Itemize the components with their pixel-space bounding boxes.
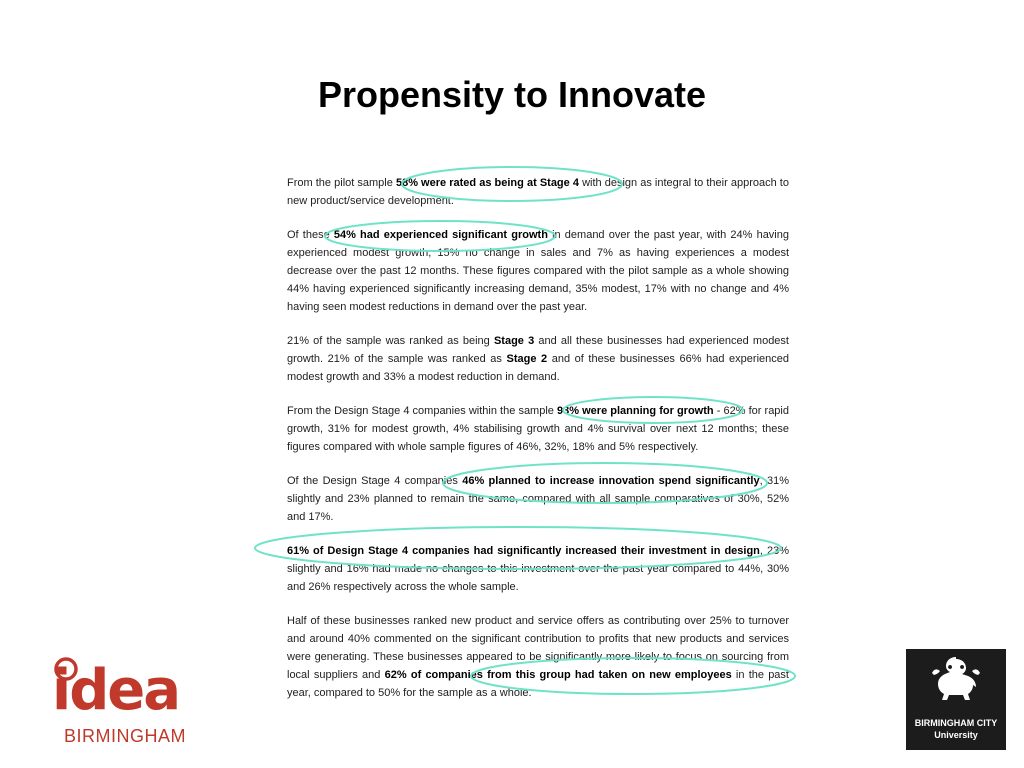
paragraph-1	[287, 174, 789, 210]
highlighted-statistic: 46% planned to increase innovation spend significantly	[462, 475, 760, 487]
bold-term: Stage 2	[506, 353, 548, 365]
lion-crest-icon	[928, 657, 984, 709]
idea-wordmark: idea	[52, 658, 180, 723]
slide-title: Propensity to Innovate	[317, 74, 707, 115]
highlighted-statistic: 93% were planning for growth	[557, 405, 714, 417]
bcu-name-line1: BIRMINGHAM CITY	[914, 718, 998, 728]
text-run: Of the Design Stage 4 companies	[287, 475, 463, 487]
text-run: and of these businesses 66% had experienced modest growth and 33% a modest reduction in demand.	[287, 353, 789, 383]
bcu-name	[906, 717, 1006, 741]
text-run: , 23% slightly and 16% had made no changes to this investment over the past year compared to 44%, 30% and 26% respectively across the whole sample.	[287, 545, 789, 593]
text-run: Of these	[287, 229, 334, 241]
idea-subtitle: BIRMINGHAM	[64, 726, 186, 746]
document-excerpt	[287, 174, 789, 718]
text-run: 21% of the sample was ranked as being	[287, 335, 494, 347]
paragraph-7	[287, 612, 789, 702]
text-run: with design as integral to their approach to new product/service development.	[287, 177, 789, 207]
paragraph-5	[287, 472, 789, 526]
text-run: in the past year, compared to 50% for the sample as a whole.	[287, 669, 789, 699]
paragraph-4	[287, 402, 789, 456]
paragraph-2	[287, 226, 789, 316]
text-run: Half of these businesses ranked new product and service offers as contributing over 25% to turnover and around 40% commented on the significant contribution to profits that new products and services were generating. These businesses appeared to be significantly more likely to focus on sourcing from local suppliers and	[287, 615, 789, 681]
paragraph-6	[287, 542, 789, 596]
highlighted-statistic: 58% were rated as being at Stage 4	[395, 177, 579, 189]
highlighted-statistic: 54% had experienced significant growth	[333, 229, 548, 241]
text-run: , 31% slightly and 23% planned to remain the same, compared with all sample comparatives of 30%, 52% and 17%.	[287, 475, 789, 523]
highlighted-statistic: 62% of companies from this group had taken on new employees	[384, 669, 732, 681]
bcu-logo	[906, 649, 1006, 750]
text-run: From the pilot sample	[287, 177, 396, 189]
bcu-name-line2: University	[934, 730, 978, 740]
text-run: From the Design Stage 4 companies within the sample	[287, 405, 557, 417]
idea-birmingham-logo	[52, 655, 192, 750]
text-run: and all these businesses had experienced modest growth. 21% of the sample was ranked as	[287, 335, 789, 365]
bold-term: Stage 3	[493, 335, 535, 347]
text-run: in demand over the past year, with 24% having experienced modest growth, 15% no change in sales and 7% as having experiences a modest decrease over the past 12 months. These figures compared with the pilot sample as a whole showing 44% having experienced significantly increasing demand, 35% modest, 17% with no change and 4% having seen modest reductions in demand over the past year.	[287, 229, 789, 313]
paragraph-3	[287, 332, 789, 386]
highlighted-statistic: 61% of Design Stage 4 companies had significantly increased their investment in design	[287, 545, 760, 557]
text-run: - 62% for rapid growth, 31% for modest growth, 4% stabilising growth and 4% survival over next 12 months; these figures compared with whole sample figures of 46%, 32%, 18% and 5% respectively.	[287, 405, 789, 453]
